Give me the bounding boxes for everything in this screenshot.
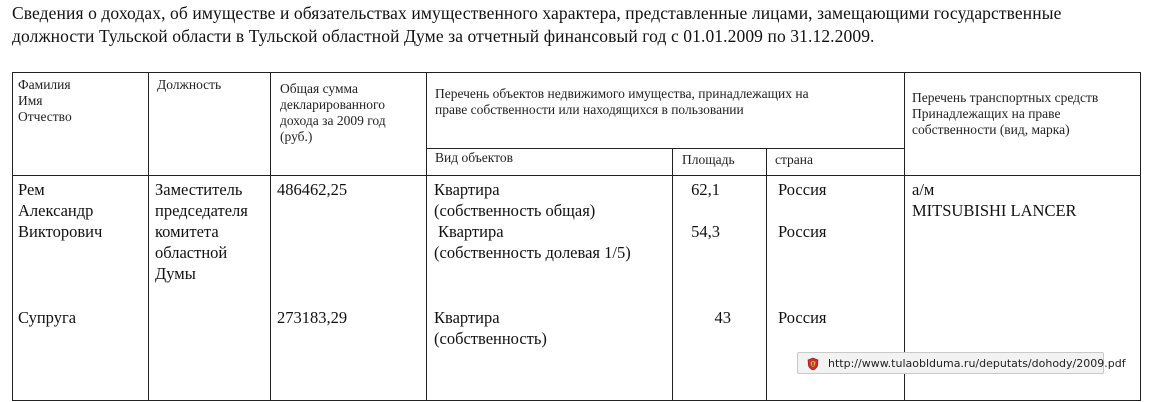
col-border-area [766, 148, 767, 401]
col-border-left [12, 72, 13, 401]
header-area: Площадь [682, 152, 735, 167]
row2-object1-country: Россия [778, 308, 827, 327]
header-income: Общая сумма декларированного дохода за 2009 год (руб.) [280, 81, 386, 144]
row2-name: Супруга [18, 308, 77, 327]
row1-position: Заместитель председателя комитета областной Думы [155, 180, 248, 283]
row1-object1-type: Квартира (собственность общая) [434, 180, 596, 220]
source-url-link[interactable] [797, 352, 1126, 374]
row1-object2-area: 54,3 [691, 222, 720, 241]
row2-income: 273183,29 [277, 308, 348, 327]
source-url-text: http://www.tulaoblduma.ru/deputats/dohody/2009.pdf [828, 357, 1126, 370]
row1-object2-country: Россия [778, 222, 827, 241]
subheader-divider [426, 148, 904, 149]
row1-transport: а/м MITSUBISHI LANCER [912, 180, 1077, 220]
col-border-position [270, 72, 271, 401]
row1-income: 486462,25 [277, 180, 348, 199]
row1-object1-country: Россия [778, 180, 827, 199]
header-property: Перечень объектов недвижимого имущества, принадлежащих на праве собственности или находящихся в пользовании [435, 86, 809, 117]
header-bottom-border [12, 175, 1140, 176]
row1-object2-type: Квартира (собственность долевая 1/5) [434, 222, 631, 262]
row2-object1-area: 43 [714, 308, 731, 327]
header-name: Фамилия Имя Отчество [18, 77, 72, 124]
table-bottom-border [12, 400, 1140, 401]
row1-name: Рем Александр Викторович [18, 180, 103, 241]
table-top-border [12, 72, 1140, 73]
header-transport: Перечень транспортных средств Принадлежащих на праве собственности (вид, марка) [912, 90, 1099, 137]
col-border-name [148, 72, 149, 401]
title-line-2: должности Тульской области в Тульской областной Думе за отчетный финансовый год с 01.01.2009 по 31.12.2009. [12, 26, 875, 46]
coat-of-arms-icon [806, 357, 820, 371]
col-border-right [1140, 72, 1141, 401]
header-property-type: Вид объектов [435, 150, 513, 165]
header-position: Должность [157, 77, 222, 92]
col-border-income [426, 72, 427, 401]
document-title [12, 2, 1142, 48]
title-line-1: Сведения о доходах, об имуществе и обязательствах имущественного характера, представленные лицами, замещающими государственные [12, 3, 1062, 23]
row2-object1-type: Квартира (собственность) [434, 308, 547, 348]
header-country: страна [775, 152, 814, 167]
row1-object1-area: 62,1 [691, 180, 720, 199]
